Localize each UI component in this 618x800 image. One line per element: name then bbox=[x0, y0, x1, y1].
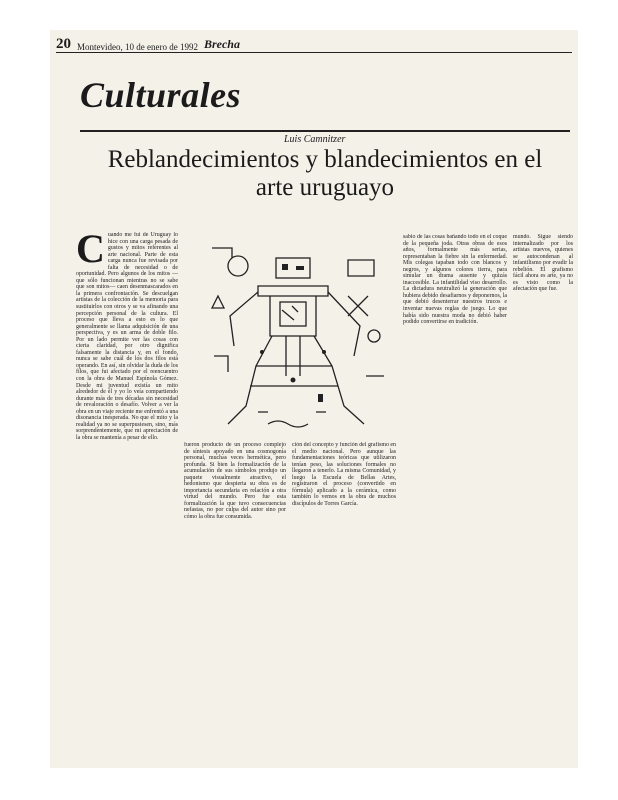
dateline: Montevideo, 10 de enero de 1992 bbox=[77, 42, 198, 52]
author-byline: Luis Camnitzer bbox=[284, 134, 346, 145]
newspaper-page bbox=[50, 30, 578, 768]
article-title: Reblandecimientos y blandecimientos en el arte uruguayo bbox=[107, 146, 543, 201]
figure-illustration bbox=[198, 236, 394, 436]
masthead: Brecha bbox=[203, 37, 240, 51]
article-column-3: ción del concepto y función del grafismo en el medio nacional. Pero aunque las fundamentaciones teóricas que utilizaron tenían peso, las soluciones formales no llegaron a tenerlo. La misma Comunidad, y luego la Escuela de Bellas Artes, registraron el proceso (convertido en fórmula) aplicado a la cerámica, como también lo vemos en la obra de muchos discípulos de Torres García. bbox=[292, 442, 396, 507]
drop-cap: C bbox=[76, 232, 105, 271]
section-rule bbox=[80, 130, 570, 132]
page-number: 20 bbox=[56, 36, 71, 52]
article-column-2: fueron producto de un proceso complejo de síntesis apoyado en una cosmogonía personal, muchas veces hermética, pero profunda. Si bien la formalización de la acumulación de sus símbolos produjo un paquete visualmente atractivo, el hedonismo que despierta su obra es de importancia secundaria en relación a otra virtud del mundo. Pero fue esta formalización la que tuvo consecuencias nefastas, no por culpa del autor sino por cómo la obra fue consumida. bbox=[184, 442, 286, 521]
article-column-5: mundo. Sigue siendo internalizado por los artistas nuevos, quienes se autocondenan al infantilismo por evadir la rebelión. El grafismo fácil ahora es arte, ya no es visto como la afectación que fue. bbox=[513, 234, 573, 293]
column-1-text: uando me fui de Uruguay lo hice con una carga pesada de gustos y mitos referentes al arte nacional. Parte de esta carga nunca fue revisada por falta de necesidad o de oportunidad. Pero algunos de los mitos —que sólo funcionan mientras no se sabe que son mitos— caen desenmascarados en la primera confrontación. Se descuelgan artistas de la colección de la memoria para sustituirlos con otros y se va afinando una percepción personal de la cultura. El proceso que lleva a esto es lo que generalmente se llama adquisición de una perspectiva, y es un arma de doble filo. Por un lado permite ver las cosas con cierta claridad, por otro dignifica falsamente la distancia y, en el fondo, nunca se sabe cuál de los dos filos está operando. En así, sin olvidar la duda de los filos, que fui afectado por el reencuentro con la obra de Manuel Espínola Gómez. Desde mi juventud existía un mito alrededor de él y yo lo veía compartiendo durante más de tres décadas sin necesidad de revaloración o desafío. Volver a ver la obra en un viaje reciente me enfrentó a una disonancia inesperada. No que el mito y la realidad ya no se superpusiesen, sino, más sorprendentemente, que mi apreciación de la obra se mantenía a pesar de ello. bbox=[76, 232, 178, 441]
section-title: Culturales bbox=[80, 75, 242, 115]
article-column-1 bbox=[76, 232, 178, 690]
page-header bbox=[56, 36, 572, 53]
article-column-4: sabio de las cosas bañando todo en el coque de la pequeña joda. Otras obras de esos años, formalmente más serias, representaban la fiebre sin la enfermedad. Mis colegas tapaban todo con blancos y negros, y algunos colores tierra, para simular un drama ausente y quizás inaccesible. La infantilidad viso desarrollo. La dictadura neutralizó la generación que hubiera debido desafiarnos y deponernos, la que debió desenterrar nuestros trucos e inventar nuevas reglas de juego. Lo que había sido nuestra moda no debió haber podido convertirse en tradición. bbox=[403, 234, 507, 326]
